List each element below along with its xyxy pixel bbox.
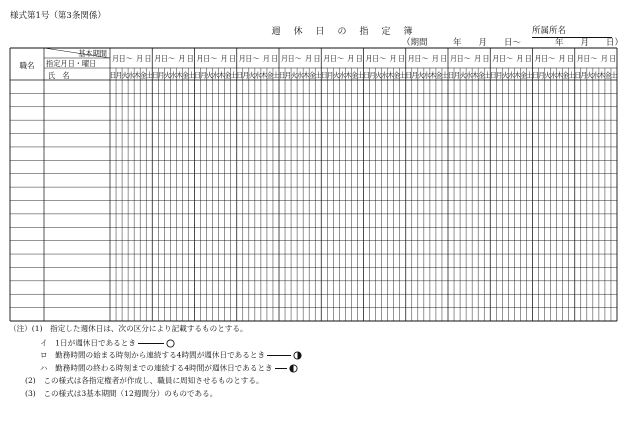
period-day-from: 日～ <box>329 54 345 63</box>
period-month: 月 <box>135 54 144 63</box>
weekday-label: 火 <box>248 71 256 80</box>
weekday-label: 金 <box>181 71 189 80</box>
weekday-label: 木 <box>175 71 183 80</box>
note-1-ro <box>40 351 302 360</box>
period-month: 月 <box>389 54 397 63</box>
period-field[interactable]: （期間 年 月 日～ 年 月 日） <box>402 38 624 48</box>
period-day-from: 日～ <box>371 54 387 63</box>
weekday-label: 日 <box>532 71 540 80</box>
period-month: 月 <box>238 54 246 63</box>
note-1: （注）(1) 指定した週休日は、次の区分により記載するものとする。 <box>9 324 248 333</box>
period-month: 月 <box>304 54 313 63</box>
weekday-label: 水 <box>296 71 304 80</box>
weekday-label: 火 <box>332 71 340 80</box>
period-day-from: 日～ <box>245 54 260 63</box>
weekday-label: 金 <box>139 71 147 80</box>
office-name-field[interactable]: 所属所名 <box>532 27 612 38</box>
weekday-label: 月 <box>157 71 165 80</box>
weekday-label: 水 <box>338 71 346 80</box>
period-month: 月 <box>449 54 458 63</box>
period-day: 日 <box>440 54 448 63</box>
weekday-label: 木 <box>302 71 310 80</box>
weekday-label: 日 <box>278 71 286 80</box>
weekday-label: 火 <box>417 71 425 80</box>
weekday-label: 木 <box>598 71 606 80</box>
circle-full-day-icon <box>166 339 175 348</box>
note-1-i <box>40 339 175 348</box>
weekday-label: 土 <box>356 71 364 80</box>
weekday-label: 土 <box>399 71 407 80</box>
weekday-label: 金 <box>562 71 570 80</box>
period-month: 月 <box>516 54 524 63</box>
period-month: 月 <box>600 54 608 63</box>
weekday-label: 月 <box>326 71 334 80</box>
period-day: 日 <box>609 54 617 63</box>
period-month: 月 <box>407 54 415 63</box>
weekday-label: 土 <box>187 71 195 80</box>
weekday-label: 月 <box>115 71 123 80</box>
period-month: 月 <box>178 54 186 63</box>
period-day-from: 日～ <box>583 54 598 63</box>
weekday-label: 水 <box>212 71 220 80</box>
period-month: 月 <box>365 54 373 63</box>
period-day-from: 日～ <box>498 54 514 63</box>
period-month: 月 <box>323 54 331 63</box>
weekday-label: 火 <box>459 71 467 80</box>
weekday-label: 土 <box>568 71 576 80</box>
weekday-label: 金 <box>224 71 232 80</box>
weekday-label: 土 <box>145 71 153 80</box>
weekday-label: 水 <box>127 71 135 80</box>
weekday-label: 日 <box>363 71 371 80</box>
weekday-label: 木 <box>387 71 395 80</box>
title-char: 休 <box>293 27 303 37</box>
weekday-label: 木 <box>471 71 479 80</box>
weekday-label: 金 <box>266 71 274 80</box>
weekday-label: 日 <box>489 71 497 80</box>
weekday-label: 水 <box>507 71 515 80</box>
weekday-label: 金 <box>435 71 443 80</box>
period-day: 日 <box>271 54 279 63</box>
period-day-from: 日～ <box>160 54 176 63</box>
designated-date-header: 指定月日・曜日 <box>46 59 97 68</box>
weekday-label: 水 <box>592 71 600 80</box>
period-day: 日 <box>144 54 152 63</box>
weekday-label: 日 <box>447 71 455 80</box>
weekday-label: 日 <box>151 71 159 80</box>
period-month: 月 <box>262 54 270 63</box>
weekday-label: 金 <box>477 71 485 80</box>
weekday-label: 火 <box>121 71 129 80</box>
title-char: 指 <box>359 27 369 37</box>
weekday-label: 日 <box>236 71 244 80</box>
weekday-label: 金 <box>604 71 612 80</box>
period-month: 月 <box>558 54 566 63</box>
circle-right-half-icon <box>289 364 298 373</box>
weekday-label: 土 <box>230 71 238 80</box>
circle-left-half-icon <box>293 351 302 360</box>
weekday-label: 土 <box>272 71 280 80</box>
period-day: 日 <box>186 54 194 63</box>
weekday-label: 月 <box>538 71 546 80</box>
weekday-label: 月 <box>580 71 588 80</box>
weekday-label: 金 <box>519 71 527 80</box>
weekday-label: 木 <box>344 71 352 80</box>
title-char: 簿 <box>403 27 413 37</box>
weekday-label: 月 <box>411 71 419 80</box>
period-month: 月 <box>347 54 355 63</box>
form-number-label: 様式第1号（第3条関係） <box>10 11 106 21</box>
weekday-label: 木 <box>133 71 141 80</box>
period-day: 日 <box>524 54 532 63</box>
period-month: 月 <box>280 54 289 63</box>
weekday-label: 金 <box>350 71 358 80</box>
weekday-label: 金 <box>308 71 316 80</box>
note-1-i-text: イ 1日が週休日であるとき <box>40 338 136 348</box>
weekday-label: 月 <box>284 71 292 80</box>
period-day-from: 日～ <box>118 54 133 63</box>
weekday-label: 水 <box>381 71 389 80</box>
weekday-label: 水 <box>423 71 431 80</box>
period-day-from: 日～ <box>456 54 471 63</box>
period-month: 月 <box>154 54 162 63</box>
weekday-label: 木 <box>260 71 268 80</box>
period-month: 月 <box>534 54 542 63</box>
weekday-label: 火 <box>501 71 509 80</box>
title-char: 日 <box>315 27 325 37</box>
basic-period-header: 基本期間 <box>78 49 107 58</box>
weekday-label: 木 <box>429 71 437 80</box>
weekday-label: 水 <box>550 71 558 80</box>
leader-line <box>275 368 287 369</box>
weekday-label: 火 <box>586 71 594 80</box>
weekday-label: 木 <box>556 71 564 80</box>
weekday-label: 木 <box>513 71 521 80</box>
period-day-from: 日～ <box>414 54 429 63</box>
period-month: 月 <box>492 54 500 63</box>
note-1-ha-text: ハ 勤務時間の終わる時刻までの連続する4時間が週休日であるとき <box>40 363 273 373</box>
weekday-label: 土 <box>314 71 322 80</box>
title-char: 週 <box>271 27 281 37</box>
weekday-label: 月 <box>200 71 208 80</box>
note-2: (2) この様式は各指定権者が作成し、職員に周知させるものとする。 <box>25 376 264 385</box>
period-month: 月 <box>111 54 120 63</box>
period-day-from: 日～ <box>202 54 218 63</box>
weekday-label: 木 <box>218 71 226 80</box>
weekday-label: 金 <box>393 71 401 80</box>
name-header: 氏 名 <box>48 71 70 80</box>
weekday-label: 日 <box>109 71 117 80</box>
period-day-from: 日～ <box>540 54 556 63</box>
weekday-label: 土 <box>610 71 618 80</box>
weekday-label: 日 <box>194 71 202 80</box>
weekday-label: 月 <box>495 71 503 80</box>
weekday-label: 火 <box>206 71 214 80</box>
weekday-label: 火 <box>290 71 298 80</box>
weekday-label: 火 <box>544 71 552 80</box>
weekday-label: 水 <box>254 71 262 80</box>
note-3: (3) この様式は3基本期間（12週間分）のものである。 <box>25 389 218 398</box>
weekday-label: 水 <box>169 71 177 80</box>
weekday-label: 月 <box>369 71 377 80</box>
weekday-label: 火 <box>375 71 383 80</box>
period-day: 日 <box>313 54 321 63</box>
position-header: 職名 <box>19 61 35 70</box>
leader-line <box>267 355 291 356</box>
weekday-label: 水 <box>465 71 473 80</box>
weekday-label: 土 <box>483 71 491 80</box>
weekday-label: 月 <box>453 71 461 80</box>
note-1-ro-text: ロ 勤務時間の始まる時刻から連続する4時間が週休日であるとき <box>40 350 266 360</box>
period-month: 月 <box>220 54 228 63</box>
period-month: 月 <box>576 54 584 63</box>
title-char: の <box>337 27 347 37</box>
period-day: 日 <box>397 54 406 63</box>
period-day: 日 <box>566 54 575 63</box>
weekday-label: 火 <box>163 71 171 80</box>
weekday-label: 土 <box>525 71 533 80</box>
period-day: 日 <box>228 54 237 63</box>
period-day: 日 <box>355 54 363 63</box>
title-char: 定 <box>381 27 391 37</box>
weekday-label: 月 <box>242 71 250 80</box>
period-month: 月 <box>431 54 439 63</box>
weekday-label: 日 <box>320 71 328 80</box>
period-day-from: 日～ <box>287 54 302 63</box>
weekday-label: 日 <box>405 71 413 80</box>
period-month: 月 <box>473 54 482 63</box>
weekday-label: 土 <box>441 71 449 80</box>
leader-line <box>138 343 164 344</box>
note-1-ha <box>40 364 298 373</box>
period-day: 日 <box>482 54 490 63</box>
weekday-label: 日 <box>574 71 582 80</box>
period-month: 月 <box>196 54 204 63</box>
